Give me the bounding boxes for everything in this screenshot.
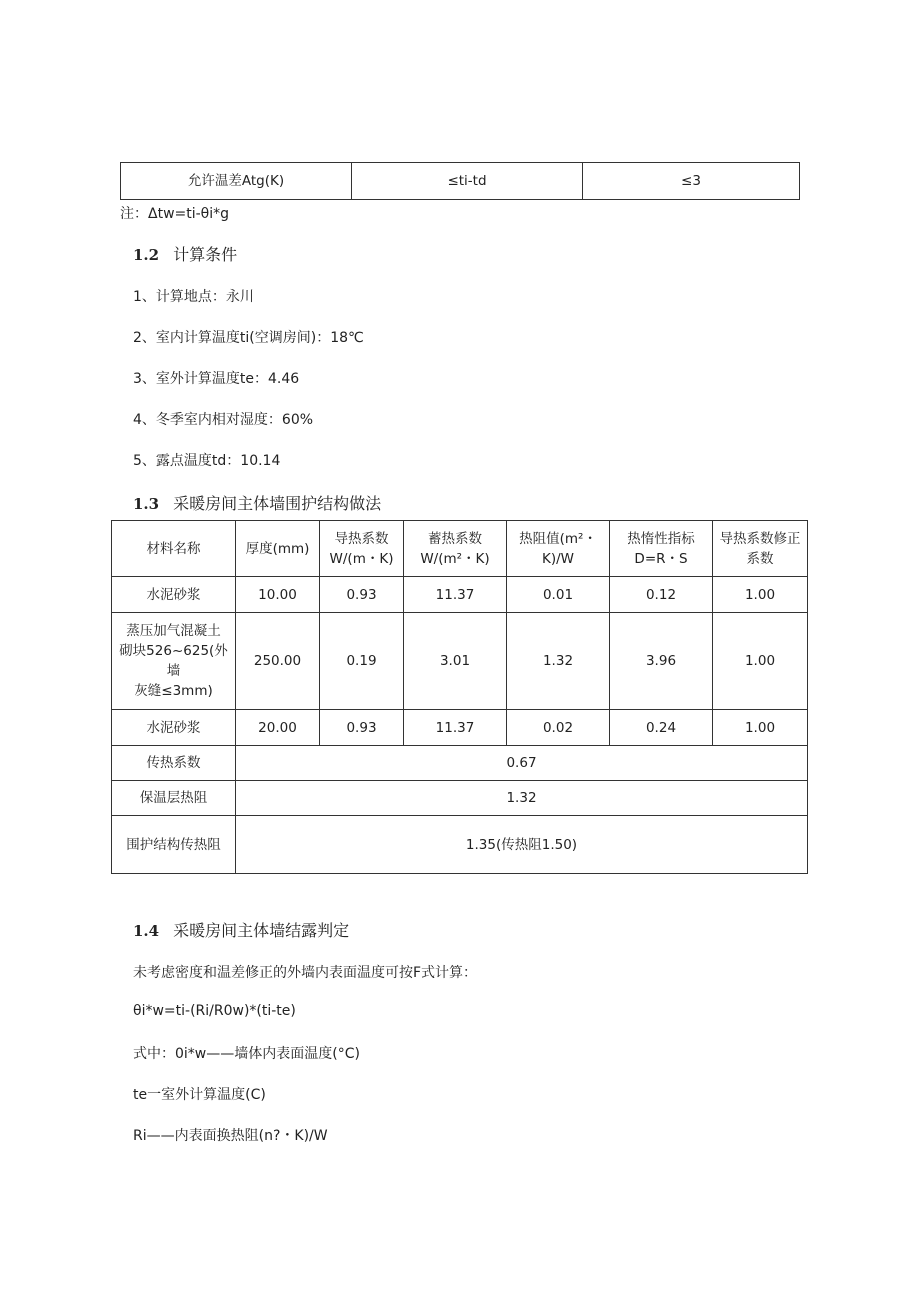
header-thermal-inertia: 热惰性指标 D=R・S bbox=[610, 521, 713, 577]
table-row bbox=[112, 577, 808, 613]
section-1-4-title: 采暖房间主体墙结露判定 bbox=[173, 921, 350, 940]
section-1-2-heading bbox=[133, 242, 237, 265]
summary-value: 1.32 bbox=[236, 781, 808, 816]
allowed-temp-diff-col2: ≤ti-td bbox=[352, 163, 583, 200]
header-thermal-resistance: 热阻值(m²・ K)/W bbox=[507, 521, 610, 577]
header-thickness: 厚度(mm) bbox=[236, 521, 320, 577]
condition-dew-point: 5、露点温度td：10.14 bbox=[133, 453, 281, 469]
formula: θi*w=ti-(Ri/R0w)*(ti-te) bbox=[133, 1003, 296, 1019]
section-1-3-heading bbox=[133, 491, 381, 514]
summary-row-insulation-resistance bbox=[112, 781, 808, 816]
cell-thermal-inertia: 3.96 bbox=[610, 613, 713, 710]
cell-conductivity: 0.93 bbox=[320, 577, 404, 613]
condition-humidity: 4、冬季室内相对湿度：60% bbox=[133, 412, 314, 428]
cell-material: 蒸压加气混凝土 砌块526~625(外墙 灰缝≤3mm) bbox=[112, 613, 236, 710]
cell-correction-factor: 1.00 bbox=[713, 577, 808, 613]
condition-indoor-temp: 2、室内计算温度ti(空调房间)：18℃ bbox=[133, 330, 364, 346]
cell-thickness: 10.00 bbox=[236, 577, 320, 613]
summary-label: 保温层热阻 bbox=[112, 781, 236, 816]
section-1-4-heading bbox=[133, 918, 349, 941]
cell-correction-factor: 1.00 bbox=[713, 613, 808, 710]
cell-thermal-inertia: 0.24 bbox=[610, 710, 713, 746]
formula-intro: 未考虑密度和温差修正的外墙内表面温度可按F式计算： bbox=[133, 965, 478, 981]
cell-thermal-inertia: 0.12 bbox=[610, 577, 713, 613]
table-row bbox=[112, 710, 808, 746]
header-heat-storage: 蓄热系数 W/(m²・K) bbox=[404, 521, 507, 577]
allowed-temp-diff-table bbox=[120, 162, 800, 200]
summary-value: 0.67 bbox=[236, 746, 808, 781]
formula-definition-outdoor-temp: te一室外计算温度(C) bbox=[133, 1087, 266, 1103]
cell-heat-storage: 3.01 bbox=[404, 613, 507, 710]
cell-conductivity: 0.93 bbox=[320, 710, 404, 746]
cell-material: 水泥砂浆 bbox=[112, 577, 236, 613]
header-conductivity: 导热系数 W/(m・K) bbox=[320, 521, 404, 577]
section-1-3-number: 1.3 bbox=[133, 495, 160, 513]
cell-conductivity: 0.19 bbox=[320, 613, 404, 710]
table-row bbox=[112, 613, 808, 710]
section-1-2-number: 1.2 bbox=[133, 246, 160, 264]
header-material: 材料名称 bbox=[112, 521, 236, 577]
formula-definition-inner-resistance: Ri——内表面换热阻(n?・K)/W bbox=[133, 1128, 328, 1144]
condition-location: 1、计算地点：永川 bbox=[133, 289, 254, 305]
cell-thermal-resistance: 0.01 bbox=[507, 577, 610, 613]
allowed-temp-diff-label: 允许温差Atg(K) bbox=[121, 163, 352, 200]
cell-material: 水泥砂浆 bbox=[112, 710, 236, 746]
cell-thermal-resistance: 1.32 bbox=[507, 613, 610, 710]
summary-row-heat-transfer-coefficient bbox=[112, 746, 808, 781]
cell-correction-factor: 1.00 bbox=[713, 710, 808, 746]
summary-label: 围护结构传热阻 bbox=[112, 816, 236, 874]
cell-thermal-resistance: 0.02 bbox=[507, 710, 610, 746]
condition-outdoor-temp: 3、室外计算温度te：4.46 bbox=[133, 371, 300, 387]
cell-thickness: 20.00 bbox=[236, 710, 320, 746]
summary-row-envelope-resistance bbox=[112, 816, 808, 874]
cell-heat-storage: 11.37 bbox=[404, 577, 507, 613]
section-1-4-number: 1.4 bbox=[133, 922, 160, 940]
header-correction-factor: 导热系数修正 系数 bbox=[713, 521, 808, 577]
allowed-temp-diff-col3: ≤3 bbox=[583, 163, 800, 200]
summary-value: 1.35(传热阻1.50) bbox=[236, 816, 808, 874]
wall-structure-table bbox=[111, 520, 808, 874]
cell-thickness: 250.00 bbox=[236, 613, 320, 710]
formula-definition-inner-temp: 式中：0i*w——墙体内表面温度(°C) bbox=[133, 1046, 360, 1062]
section-1-3-title: 采暖房间主体墙围护结构做法 bbox=[173, 494, 382, 513]
table-header-row bbox=[112, 521, 808, 577]
section-1-2-title: 计算条件 bbox=[173, 245, 238, 264]
note: 注：Δtw=ti-θi*g bbox=[120, 206, 230, 222]
cell-heat-storage: 11.37 bbox=[404, 710, 507, 746]
summary-label: 传热系数 bbox=[112, 746, 236, 781]
